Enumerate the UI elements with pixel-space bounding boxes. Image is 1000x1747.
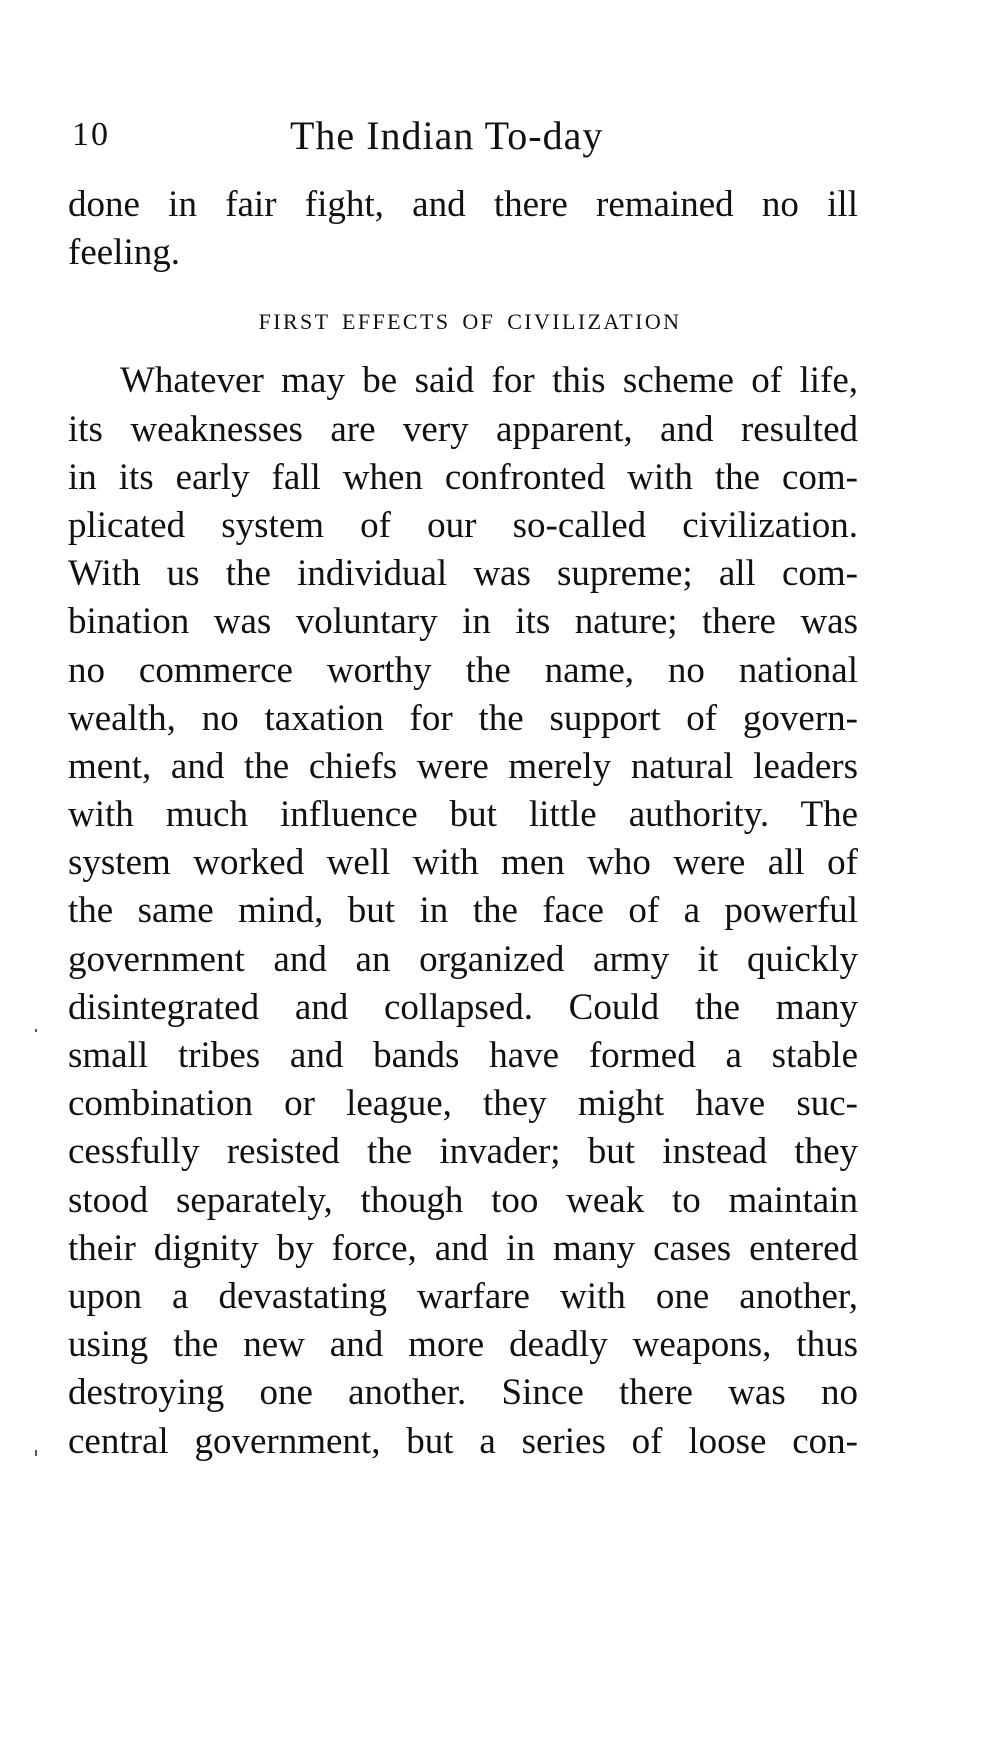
text-line: Whatever may be said for this scheme of life, (120, 360, 858, 402)
text-line: using the new and more deadly weapons, thus (68, 1324, 858, 1366)
text-line: central government, but a series of loose con- (68, 1420, 858, 1462)
text-line: ment, and the chiefs were merely natural leaders (68, 745, 858, 787)
text-line: no commerce worthy the name, no national (68, 649, 858, 691)
text-line: combination or league, they might have suc- (68, 1083, 858, 1125)
text-line: in its early fall when confronted with the com- (68, 456, 858, 498)
text-line: with much influence but little authority. The (68, 794, 858, 836)
text-line: its weaknesses are very apparent, and resulted (68, 408, 858, 450)
text-line: wealth, no taxation for the support of govern- (68, 697, 858, 739)
text-line: disintegrated and collapsed. Could the many (68, 986, 858, 1028)
continued-paragraph (68, 181, 858, 277)
text-line: destroying one another. Since there was no (68, 1372, 858, 1414)
text-line: their dignity by force, and in many cases entered (68, 1227, 858, 1269)
text-line: government and an organized army it quickly (68, 938, 858, 980)
text-line: cessfully resisted the invader; but instead they (68, 1131, 858, 1173)
text-line: feeling. (68, 232, 180, 274)
text-line: stood separately, though too weak to maintain (68, 1179, 858, 1221)
page-number: 10 (72, 116, 110, 153)
text-line: the same mind, but in the face of a powerful (68, 890, 858, 932)
margin-speck (35, 1029, 37, 1032)
text-line: bination was voluntary in its nature; there was (68, 601, 858, 643)
text-line: system worked well with men who were all of (68, 842, 858, 884)
section-heading: FIRST EFFECTS OF CIVILIZATION (258, 309, 682, 335)
text-line: plicated system of our so-called civilization. (68, 504, 858, 546)
text-line: With us the individual was supreme; all com- (68, 553, 858, 595)
running-head (68, 112, 858, 156)
text-line: done in fair fight, and there remained no ill (68, 184, 858, 225)
text-line: upon a devastating warfare with one another, (68, 1275, 858, 1317)
running-title: The Indian To-day (290, 113, 604, 158)
text-line: small tribes and bands have formed a stable (68, 1035, 858, 1076)
section-paragraph (68, 357, 858, 1465)
book-page (68, 112, 858, 1466)
margin-speck (35, 1450, 37, 1456)
